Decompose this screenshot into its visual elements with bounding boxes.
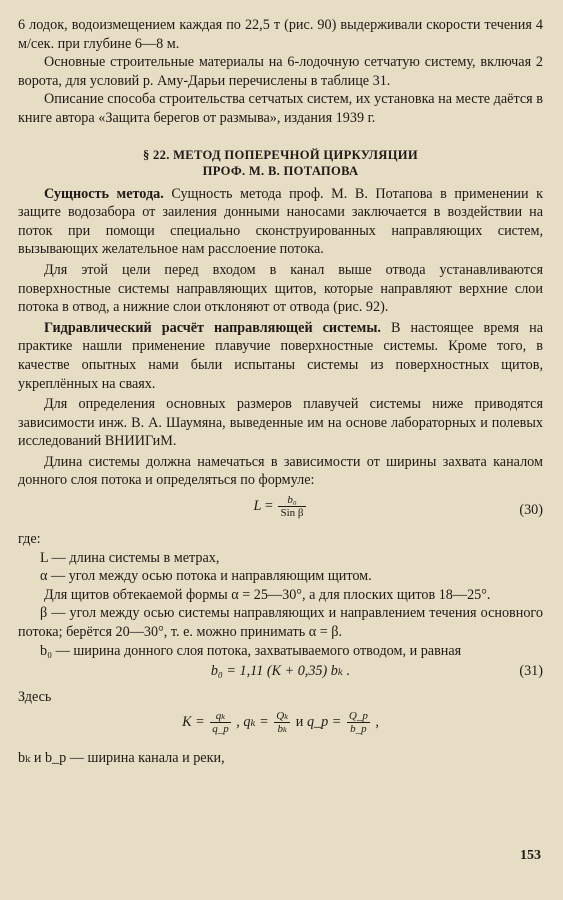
formula-qp-lhs: q_p = <box>306 713 342 730</box>
formula-30-body <box>18 494 543 519</box>
definition-L: L — длина системы в метрах, <box>40 549 220 566</box>
essence-text: Сущность метода проф. М. В. Потапова в применении к защите водозабора от заиления донными наносами заключается в воздействии на поток при помощи специально сконструированных направляющих систем, вызывающих желательное нам расслоение потока. <box>18 185 544 258</box>
formula-K-fraction <box>210 710 231 735</box>
formula-K-tail: , <box>375 713 379 730</box>
hydraulic-text: В настоящее время на практике нашли применение плавучие поверхностные системы. Кроме того, в качестве опытных нами были испытаны системы из поверхностных щитов, укреплённых на сваях. <box>18 319 544 392</box>
section-heading-line2: ПРОФ. М. В. ПОТАПОВА <box>202 163 359 178</box>
formula-qk-denominator: bₖ <box>277 722 288 735</box>
formula-30-number: (30) <box>519 502 543 519</box>
essence-title: Сущность метода. <box>44 185 164 202</box>
paragraph-length: Длина системы должна намечаться в зависимости от ширины захвата каналом донного слоя потока и определяться по формуле: <box>18 453 543 489</box>
paragraph-hydraulic <box>18 319 543 393</box>
paragraph-dimensions: Для определения основных размеров плавучей системы ниже приводятся зависимости инж. В. А. Шаумяна, выведенные им на основе лабораторных и полевых исследований ВНИИГиМ. <box>18 396 543 450</box>
formula-qk-lhs: , qₖ = <box>236 713 269 730</box>
paragraph-boats: 6 лодок, водоизмещением каждая по 22,5 т (рис. 90) выдерживали скорости течения 4 м/сек. при глубине 6—8 м. <box>18 17 543 52</box>
formula-30 <box>18 494 543 528</box>
paragraph-materials: Основные строительные материалы на 6-лодочную сетчатую систему, включая 2 ворота, для условий р. Аму-Дарьи перечислены в таблице 31. <box>18 54 543 89</box>
here-label: Здесь <box>18 689 52 706</box>
formula-qk-fraction <box>274 710 290 735</box>
paragraph-essence <box>18 185 543 259</box>
formula-30-denominator: Sin β <box>280 507 304 520</box>
definition-alpha: α — угол между осью потока и направляющим щитом. <box>40 568 372 585</box>
page-number: 153 <box>520 848 541 864</box>
formula-and: и <box>295 713 304 730</box>
formula-30-numerator: b₀ <box>278 494 305 507</box>
formula-qk-numerator: Qₖ <box>276 709 289 722</box>
hydraulic-title: Гидравлический расчёт направляющей системы. <box>44 319 381 336</box>
formula-30-eq: = <box>264 497 273 514</box>
formula-K <box>18 707 543 747</box>
formula-qp-numerator: Q_p <box>348 709 368 722</box>
section-heading <box>18 147 543 179</box>
formula-30-fraction <box>278 494 305 519</box>
where-label: где: <box>18 531 41 548</box>
formula-31-expression: b₀ = 1,11 (K + 0,35) bₖ . <box>210 663 351 680</box>
paragraph-purpose: Для этой цели перед входом в канал выше отвода устанавливаются поверхностные системы направляющих щитов, которые направляют верхние слои потока в отвод, а нижние слои отклоняют от отвода (рис. 92). <box>18 261 543 316</box>
definition-b0: b₀ — ширина донного слоя потока, захватываемого отводом, и равная <box>40 642 462 659</box>
formula-K-body <box>18 710 543 735</box>
formula-31-number: (31) <box>519 663 543 680</box>
paragraph-construction: Описание способа строительства сетчатых систем, их установка на месте даётся в книге автора «Защита берегов от размыва», издания 1939 г. <box>18 91 543 126</box>
definition-bk: bₖ и b_p — ширина канала и реки, <box>18 749 225 766</box>
formula-K-denominator: q_p <box>212 722 229 735</box>
section-heading-line1: § 22. МЕТОД ПОПЕРЕЧНОЙ ЦИРКУЛЯЦИИ <box>142 147 418 162</box>
formula-qp-fraction <box>347 710 370 735</box>
formula-K-lhs: K = <box>182 713 205 730</box>
formula-31 <box>18 660 543 686</box>
formula-qp-denominator: b_p <box>350 722 367 735</box>
formula-K-numerator: qₖ <box>210 710 231 723</box>
formula-30-lhs: L <box>253 497 262 514</box>
definition-beta: β — угол между осью системы направляющих и направлением течения основного потока; берётся 20—30°, т. е. можно принимать α = β. <box>18 605 543 641</box>
definition-alpha-values: Для щитов обтекаемой формы α = 25—30°, а для плоских щитов 18—25°. <box>44 586 491 603</box>
